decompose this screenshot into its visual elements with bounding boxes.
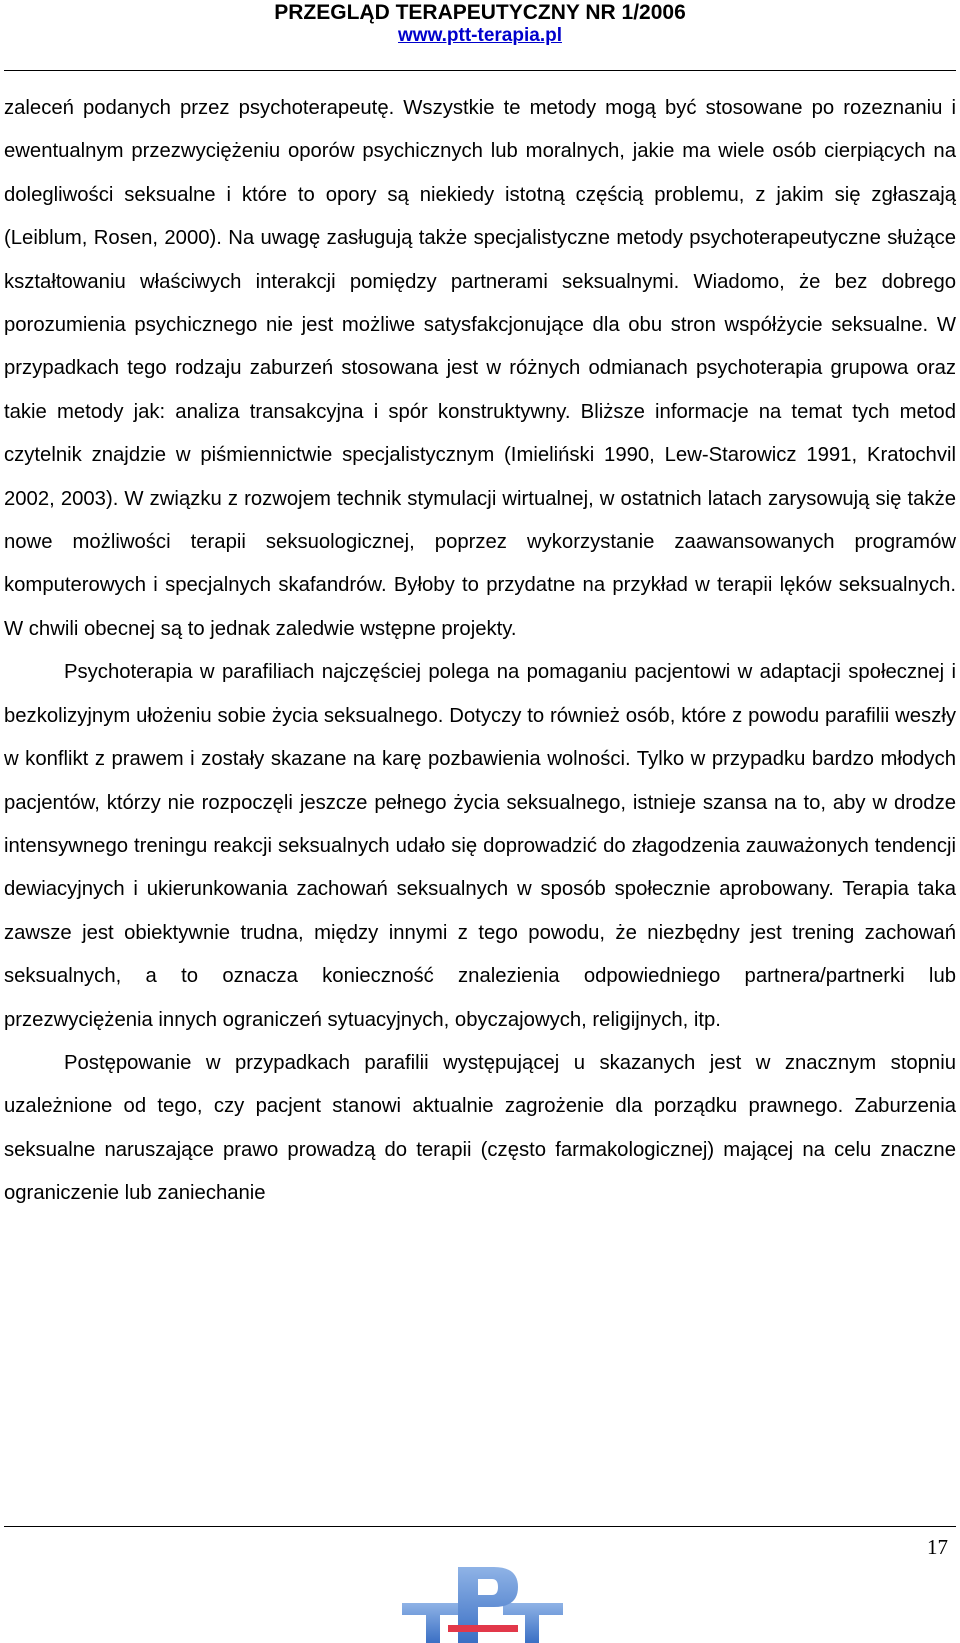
page-header	[0, 0, 960, 47]
logo-right-t	[503, 1603, 563, 1643]
page-number: 17	[927, 1535, 948, 1559]
paragraph-1: zaleceń podanych przez psychoterapeutę. Wszystkie te metody mogą być stosowane po rozeznaniu i ewentualnym przezwyciężeniu oporów psychicznych lub moralnych, jakie ma wiele osób cierpiących na dolegliwości seksualne i które to opory są niekiedy istotną częścią problemu, z jakim się zgłaszają (Leiblum, Rosen, 2000). Na uwagę zasługują także specjalistyczne metody psychoterapeutyczne służące kształtowaniu właściwych interakcji pomiędzy partnerami seksualnymi. Wiadomo, że bez dobrego porozumienia psychicznego nie jest możliwe satysfakcjonujące dla obu stron współżycie seksualne. W przypadkach tego rodzaju zaburzeń stosowana jest w różnych odmianach psychoterapia grupowa oraz takie metody jak: analiza transakcyjna i spór konstruktywny. Bliższe informacje na temat tych metod czytelnik znajdzie w piśmiennictwie specjalistycznym (Imieliński 1990, Lew-Starowicz 1991, Kratochvil 2002, 2003). W związku z rozwojem technik stymulacji wirtualnej, w ostatnich latach zarysowują się także nowe możliwości terapii seksuologicznej, poprzez wykorzystanie zaawansowanych programów komputerowych i specjalnych skafandrów. Byłoby to przydatne na przykład w terapii lęków seksualnych. W chwili obecnej są to jednak zaledwie wstępne projekty.	[4, 97, 956, 640]
footer-divider	[4, 1526, 956, 1527]
header-divider	[4, 70, 956, 71]
logo-left-t	[402, 1603, 462, 1643]
paragraph-2: Psychoterapia w parafiliach najczęściej polega na pomaganiu pacjentowi w adaptacji społecznej i bezkolizyjnym ułożeniu sobie życia seksualnego. Dotyczy to również osób, które z powodu parafilii weszły w konflikt z prawem i zostały skazane na karę pozbawienia wolności. Tylko w przypadku bardzo młodych pacjentów, którzy nie rozpoczęli jeszcze pełnego życia seksualnego, istnieje szansa na to, aby w drodze intensywnego treningu reakcji seksualnych udało się doprowadzić do złagodzenia zauważonych tendencji dewiacyjnych i ukierunkowania zachowań seksualnych w sposób społecznie aprobowany. Terapia taka zawsze jest obiektywnie trudna, między innymi z tego powodu, że niezbędny jest trening zachowań seksualnych, a to oznacza konieczność znalezienia odpowiedniego partnera/partnerki lub przezwyciężenia innych ograniczeń sytuacyjnych, obyczajowych, religijnych, itp.	[4, 661, 956, 1031]
journal-title: PRZEGLĄD TERAPEUTYCZNY NR 1/2006	[274, 1, 686, 24]
article-body	[4, 87, 956, 1216]
ptt-logo-icon	[400, 1563, 565, 1643]
logo-accent	[448, 1625, 518, 1632]
paragraph-3: Postępowanie w przypadkach parafilii występującej u skazanych jest w znacznym stopniu uzależnione od tego, czy pacjent stanowi aktualnie zagrożenie dla porządku prawnego. Zaburzenia seksualne naruszające prawo prowadzą do terapii (często farmakologicznej) mającej na celu znaczne ograniczenie lub zaniechanie	[4, 1051, 956, 1205]
journal-url-link[interactable]: www.ptt-terapia.pl	[398, 25, 562, 46]
